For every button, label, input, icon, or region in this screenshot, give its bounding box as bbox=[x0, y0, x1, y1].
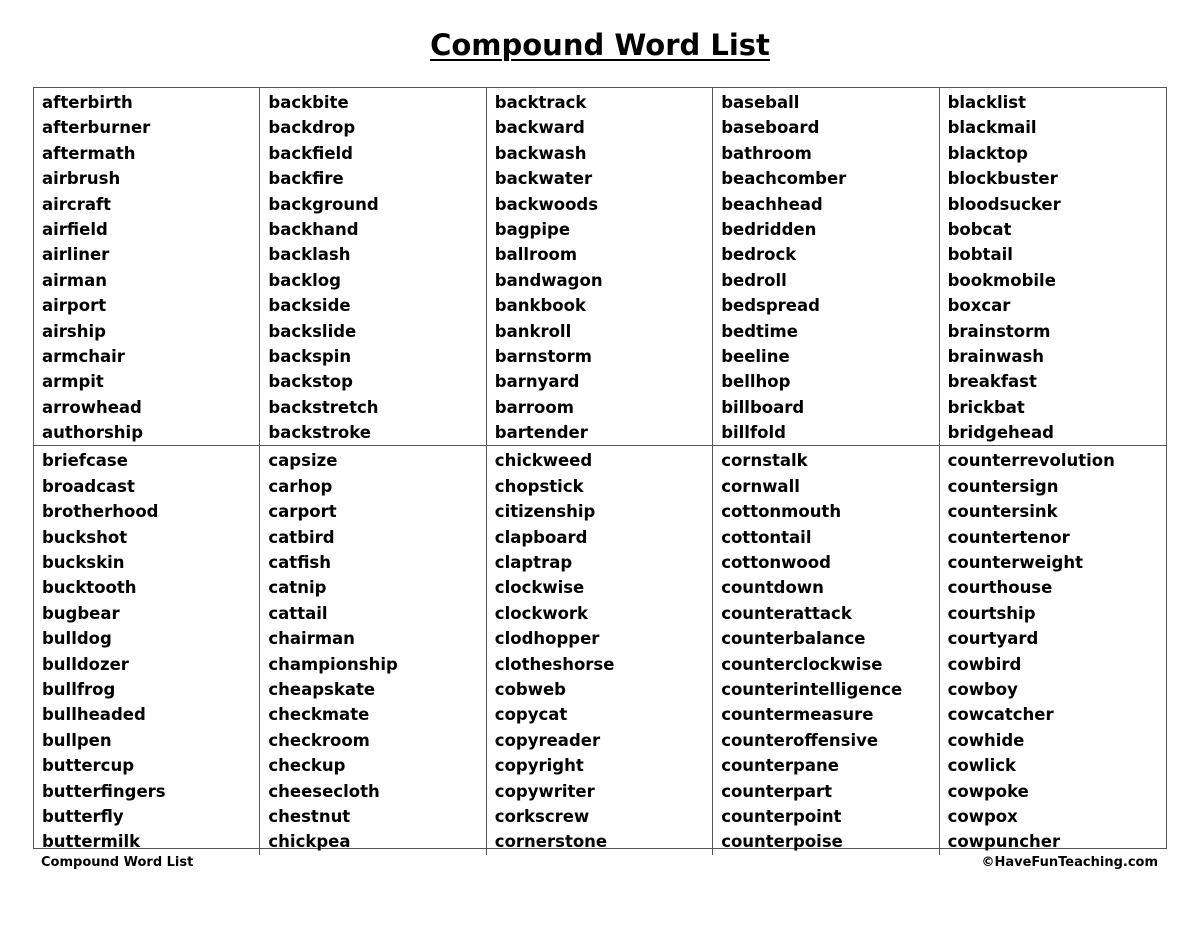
word-item: counterpoint bbox=[721, 806, 842, 826]
word-item: airbrush bbox=[42, 169, 121, 189]
word-item: ballroom bbox=[494, 245, 578, 265]
word-item: backstretch bbox=[268, 397, 379, 417]
word-item: cowpuncher bbox=[947, 832, 1061, 852]
word-item: armpit bbox=[42, 372, 104, 392]
word-list bbox=[721, 448, 938, 854]
word-item: copywriter bbox=[494, 781, 595, 801]
word-column-cell bbox=[940, 446, 1166, 854]
word-item: bedtime bbox=[721, 321, 798, 341]
word-item: bullheaded bbox=[42, 705, 146, 725]
page-title: Compound Word List bbox=[430, 28, 770, 62]
word-column-cell bbox=[34, 446, 260, 854]
word-item: bedrock bbox=[721, 245, 797, 265]
word-item: copyreader bbox=[494, 730, 601, 750]
word-item: bullfrog bbox=[42, 679, 116, 699]
word-item: counterrevolution bbox=[947, 451, 1115, 471]
word-item: backlash bbox=[268, 245, 351, 265]
word-item: counterbalance bbox=[721, 629, 866, 649]
word-item: copycat bbox=[494, 705, 568, 725]
word-item: brainstorm bbox=[947, 321, 1051, 341]
word-item: arrowhead bbox=[42, 397, 142, 417]
word-item: copyright bbox=[494, 756, 584, 776]
word-item: bulldozer bbox=[42, 654, 129, 674]
word-list bbox=[495, 90, 712, 445]
word-item: counterattack bbox=[721, 603, 852, 623]
word-item: cornstalk bbox=[721, 451, 808, 471]
word-item: airman bbox=[42, 270, 108, 290]
word-item: buckskin bbox=[42, 553, 125, 573]
word-item: airfield bbox=[42, 219, 108, 239]
word-list bbox=[42, 448, 259, 854]
word-item: championship bbox=[268, 654, 398, 674]
word-item: chickweed bbox=[494, 451, 593, 471]
word-item: cattail bbox=[268, 603, 328, 623]
word-item: checkup bbox=[268, 756, 346, 776]
word-item: clapboard bbox=[494, 527, 588, 547]
word-item: chickpea bbox=[268, 832, 351, 852]
word-item: bedridden bbox=[721, 219, 817, 239]
word-item: bobcat bbox=[947, 219, 1012, 239]
word-item: blacklist bbox=[947, 93, 1026, 112]
word-item: cowpox bbox=[947, 806, 1018, 826]
word-item: airliner bbox=[42, 245, 110, 265]
word-item: breakfast bbox=[947, 372, 1037, 392]
word-item: clotheshorse bbox=[494, 654, 615, 674]
word-item: carhop bbox=[268, 476, 333, 496]
word-item: baseball bbox=[721, 93, 800, 112]
word-item: counterpane bbox=[721, 756, 839, 776]
word-item: bedroll bbox=[721, 270, 787, 290]
word-item: bellhop bbox=[721, 372, 791, 392]
footer-title: Compound Word List bbox=[41, 855, 194, 870]
word-table bbox=[33, 87, 1167, 852]
word-column-cell bbox=[34, 88, 260, 446]
word-list bbox=[948, 448, 1166, 854]
word-item: backwash bbox=[494, 143, 587, 163]
word-item: butterfingers bbox=[42, 781, 166, 801]
word-item: clockwise bbox=[494, 578, 585, 598]
word-column-cell bbox=[487, 446, 713, 854]
word-item: citizenship bbox=[494, 502, 596, 522]
word-item: briefcase bbox=[42, 451, 128, 471]
word-item: countdown bbox=[721, 578, 824, 598]
word-item: bucktooth bbox=[42, 578, 137, 598]
word-item: bankbook bbox=[494, 296, 586, 316]
word-item: airship bbox=[42, 321, 106, 341]
word-item: bookmobile bbox=[947, 270, 1056, 290]
word-item: backlog bbox=[268, 270, 341, 290]
word-column-cell bbox=[713, 446, 939, 854]
word-list bbox=[268, 90, 485, 445]
word-item: backstop bbox=[268, 372, 353, 392]
word-item: barnyard bbox=[494, 372, 580, 392]
word-item: bloodsucker bbox=[947, 194, 1061, 214]
word-item: cobweb bbox=[494, 679, 566, 699]
word-item: afterburner bbox=[42, 118, 151, 138]
word-item: counterpart bbox=[721, 781, 832, 801]
word-item: counteroffensive bbox=[721, 730, 879, 750]
word-item: bridgehead bbox=[947, 423, 1054, 443]
word-item: capsize bbox=[268, 451, 338, 471]
word-item: backspin bbox=[268, 346, 352, 366]
word-item: chopstick bbox=[494, 476, 584, 496]
word-item: beeline bbox=[721, 346, 790, 366]
word-item: beachhead bbox=[721, 194, 823, 214]
word-item: clockwork bbox=[494, 603, 589, 623]
word-item: cheapskate bbox=[268, 679, 376, 699]
word-item: carport bbox=[268, 502, 337, 522]
word-column-cell bbox=[940, 88, 1166, 446]
word-item: courthouse bbox=[947, 578, 1053, 598]
word-item: courtship bbox=[947, 603, 1036, 623]
word-item: armchair bbox=[42, 346, 125, 366]
word-item: backwater bbox=[494, 169, 593, 189]
word-item: baseboard bbox=[721, 118, 820, 138]
word-item: airport bbox=[42, 296, 107, 316]
word-item: bugbear bbox=[42, 603, 120, 623]
word-item: barnstorm bbox=[494, 346, 593, 366]
word-item: counterintelligence bbox=[721, 679, 903, 699]
word-item: catfish bbox=[268, 553, 331, 573]
word-item: boxcar bbox=[947, 296, 1011, 316]
word-item: bartender bbox=[494, 423, 588, 443]
word-item: brainwash bbox=[947, 346, 1045, 366]
word-item: bullpen bbox=[42, 730, 112, 750]
word-item: billfold bbox=[721, 423, 786, 443]
word-item: backbite bbox=[268, 93, 349, 112]
word-item: bandwagon bbox=[494, 270, 603, 290]
word-item: authorship bbox=[42, 423, 144, 443]
word-list bbox=[721, 90, 938, 445]
word-item: courtyard bbox=[947, 629, 1039, 649]
word-item: checkmate bbox=[268, 705, 370, 725]
word-column-cell bbox=[487, 88, 713, 446]
word-item: bagpipe bbox=[494, 219, 571, 239]
word-item: chairman bbox=[268, 629, 355, 649]
word-item: cottonwood bbox=[721, 553, 831, 573]
word-item: beachcomber bbox=[721, 169, 847, 189]
word-item: catbird bbox=[268, 527, 335, 547]
word-item: backwoods bbox=[494, 194, 599, 214]
word-item: counterclockwise bbox=[721, 654, 883, 674]
word-item: backslide bbox=[268, 321, 357, 341]
word-item: bathroom bbox=[721, 143, 812, 163]
word-item: backhand bbox=[268, 219, 359, 239]
word-item: blockbuster bbox=[947, 169, 1058, 189]
word-item: chestnut bbox=[268, 806, 351, 826]
word-item: bulldog bbox=[42, 629, 112, 649]
word-list bbox=[948, 90, 1166, 445]
word-item: buckshot bbox=[42, 527, 128, 547]
word-item: cowhide bbox=[947, 730, 1025, 750]
word-item: buttercup bbox=[42, 756, 134, 776]
word-item: countertenor bbox=[947, 527, 1070, 547]
word-item: cowbird bbox=[947, 654, 1022, 674]
word-item: cowpoke bbox=[947, 781, 1029, 801]
word-item: butterfly bbox=[42, 806, 124, 826]
word-item: afterbirth bbox=[42, 93, 133, 112]
word-item: backstroke bbox=[268, 423, 371, 443]
word-item: aftermath bbox=[42, 143, 136, 163]
word-list bbox=[495, 448, 712, 854]
word-item: bobtail bbox=[947, 245, 1013, 265]
word-item: backfield bbox=[268, 143, 353, 163]
word-item: claptrap bbox=[494, 553, 573, 573]
word-item: corkscrew bbox=[494, 806, 590, 826]
word-item: cornwall bbox=[721, 476, 800, 496]
word-item: bankroll bbox=[494, 321, 572, 341]
word-item: checkroom bbox=[268, 730, 370, 750]
word-item: backside bbox=[268, 296, 351, 316]
word-item: counterpoise bbox=[721, 832, 843, 852]
word-item: backfire bbox=[268, 169, 344, 189]
word-item: countersign bbox=[947, 476, 1059, 496]
word-list bbox=[268, 448, 485, 854]
word-item: aircraft bbox=[42, 194, 112, 214]
word-item: barroom bbox=[494, 397, 574, 417]
word-item: backdrop bbox=[268, 118, 356, 138]
word-column-cell bbox=[713, 88, 939, 446]
word-item: countermeasure bbox=[721, 705, 874, 725]
word-item: backward bbox=[494, 118, 585, 138]
word-item: cornerstone bbox=[494, 832, 608, 852]
word-item: cowboy bbox=[947, 679, 1018, 699]
word-item: cheesecloth bbox=[268, 781, 380, 801]
word-column-cell bbox=[260, 446, 486, 854]
word-item: backtrack bbox=[494, 93, 587, 112]
word-item: buttermilk bbox=[42, 832, 141, 852]
word-item: broadcast bbox=[42, 476, 135, 496]
word-item: billboard bbox=[721, 397, 805, 417]
word-item: cottonmouth bbox=[721, 502, 842, 522]
word-item: blacktop bbox=[947, 143, 1028, 163]
word-column-cell bbox=[260, 88, 486, 446]
word-list bbox=[42, 90, 259, 445]
word-item: clodhopper bbox=[494, 629, 600, 649]
word-item: cowlick bbox=[947, 756, 1017, 776]
footer-copyright: ©HaveFunTeaching.com bbox=[981, 855, 1158, 870]
word-item: bedspread bbox=[721, 296, 820, 316]
word-item: brickbat bbox=[947, 397, 1025, 417]
word-item: countersink bbox=[947, 502, 1058, 522]
word-item: counterweight bbox=[947, 553, 1083, 573]
word-item: blackmail bbox=[947, 118, 1037, 138]
word-item: catnip bbox=[268, 578, 327, 598]
word-item: background bbox=[268, 194, 379, 214]
word-item: cottontail bbox=[721, 527, 812, 547]
word-item: brotherhood bbox=[42, 502, 159, 522]
word-item: cowcatcher bbox=[947, 705, 1054, 725]
